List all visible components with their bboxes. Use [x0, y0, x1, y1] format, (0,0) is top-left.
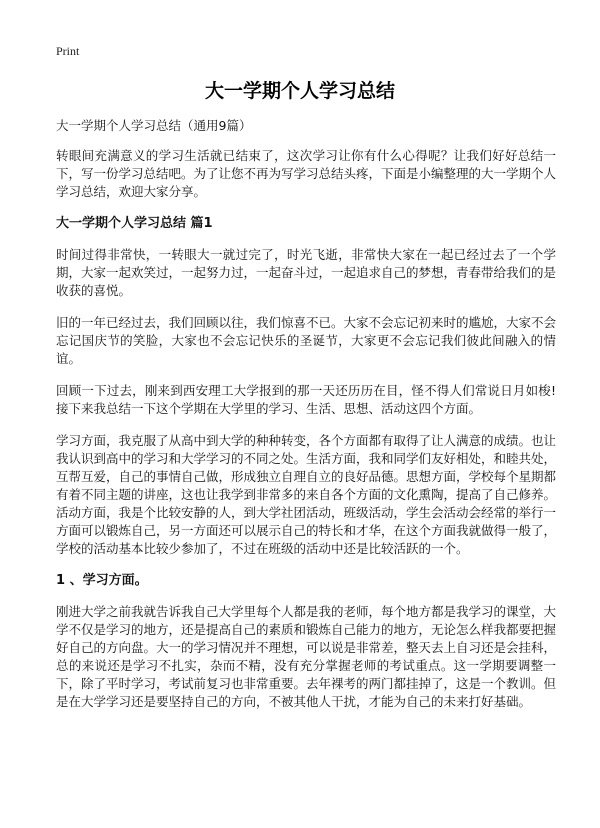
paragraph: 学习方面，我克服了从高中到大学的种种转变，各个方面都有取得了让人满意的成绩。也让我认识到高中的学习和大学学习的不同之处。生活方面，我和同学们友好相处，和睦共处，互帮互爱，自己的事情自己做，形成独立自理自立的良好品德。思想方面，学校每个星期都有着不同主题的讲座，这也让我学到非常多的来自各个方面的文化熏陶，提高了自己修养。活动方面，我是个比较安静的人，到大学社团活动，班级活动，学生会活动会经常的举行一方面可以锻炼自己，另一方面还可以展示自己的特长和才华，在这个方面我就做得一般了，学校的活动基本比较少参加了，不过在班级的活动中还是比较活跃的一个。	[56, 433, 557, 556]
section-heading-1: 大一学期个人学习总结 篇1	[56, 216, 213, 231]
document-title: 大一学期个人学习总结	[204, 80, 395, 102]
print-link[interactable]: Print	[56, 44, 80, 58]
document-body	[56, 118, 556, 725]
paragraph: 刚进大学之前我就告诉我自己大学里每个人都是我的老师，每个地方都是我学习的课堂，大学不仅是学习的地方，还是提高自己的素质和锻炼自己能力的地方，无论怎么样我都要把握好自己的方向盘。大一的学习情况并不理想，可以说是非常差，整天去上自习还是会挂科，总的来说还是学习不扎实，杂而不精，没有充分掌握老师的考试重点。这一学期要调整一下，除了平时学习，考试前复习也非常重要。去年裸考的两门都挂掉了，这是一个教训。但是在大学学习还是要坚持自己的方向，不被其他人干扰，才能为自己的未来打好基础。	[56, 604, 557, 709]
paragraph: 回顾一下过去，刚来到西安理工大学报到的那一天还历历在目，怪不得人们常说日月如梭!接下来我总结一下这个学期在大学里的学习、生活、思想、活动这四个方面。	[56, 383, 556, 416]
section-heading-2: 1 、学习方面。	[56, 573, 148, 588]
paragraph: 时间过得非常快，一转眼大一就过完了，时光飞逝，非常快大家在一起已经过去了一个学期，大家一起欢笑过，一起努力过，一起奋斗过，一起追求自己的梦想，青春带给我们的是收获的喜悦。	[56, 247, 557, 298]
paragraph: 旧的一年已经过去，我们回顾以往，我们惊喜不已。大家不会忘记初来时的尴尬，大家不会忘记国庆节的笑脸，大家也不会忘记快乐的圣诞节，大家更不会忘记我们彼此间融入的情谊。	[56, 315, 557, 366]
document-subtitle: 大一学期个人学习总结（通用9篇）	[56, 118, 252, 133]
intro-paragraph: 转眼间充满意义的学习生活就已结束了，这次学习让你有什么心得呢？让我们好好总结一下，写一份学习总结吧。为了让您不再为写学习总结头疼，下面是小编整理的大一学期个人学习总结，欢迎大家分享。	[56, 148, 557, 199]
